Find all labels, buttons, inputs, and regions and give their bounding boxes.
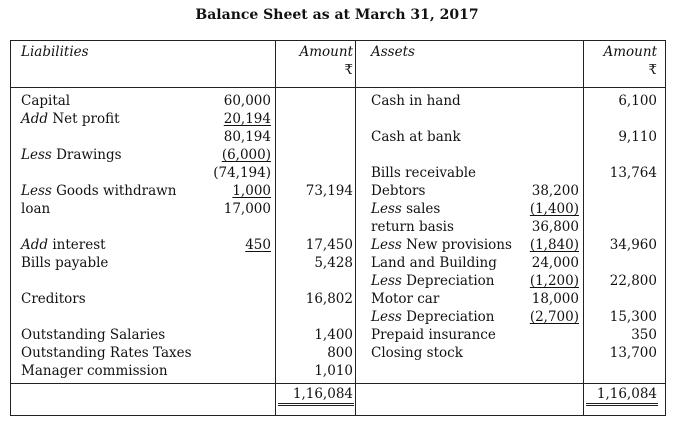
capital-value: 60,000 — [223, 93, 271, 109]
header-divider — [11, 87, 665, 88]
loan-label: loan — [21, 201, 51, 217]
land-net: 22,800 — [609, 273, 657, 289]
net-profit-value: 20,194 — [223, 111, 271, 127]
liabilities-total: 1,16,084 — [292, 386, 353, 402]
motor-depreciation-value: (2,700) — [529, 309, 579, 325]
assets-total: 1,16,084 — [596, 386, 657, 402]
manager-commission-value: 1,010 — [314, 363, 353, 379]
new-provisions-value: (1,840) — [529, 237, 579, 253]
debtors-label: Debtors — [371, 183, 426, 199]
closing-stock-value: 13,700 — [609, 345, 657, 361]
loan-total: 17,450 — [305, 237, 353, 253]
interest-value: 450 — [245, 237, 271, 253]
cash-at-bank-label: Cash at bank — [371, 129, 461, 145]
land-depreciation-row: Less Depreciation — [371, 273, 495, 289]
liabilities-amount-header: Amount — [299, 44, 353, 60]
land-depreciation-value: (1,200) — [529, 273, 579, 289]
capital-label: Capital — [21, 93, 71, 109]
assets-header: Assets — [371, 44, 415, 60]
assets-currency-symbol: ₹ — [648, 62, 657, 78]
bills-receivable-label: Bills receivable — [371, 165, 477, 181]
capital-subtotal: 80,194 — [223, 129, 271, 145]
assets-amount-header: Amount — [603, 44, 657, 60]
page-title: Balance Sheet as at March 31, 2017 — [195, 7, 479, 23]
assets-total-double-underline — [586, 403, 658, 406]
balance-sheet-table — [10, 40, 666, 416]
manager-commission-label: Manager commission — [21, 363, 168, 379]
land-building-label: Land and Building — [371, 255, 497, 271]
sales-return-row: Less sales — [371, 201, 441, 217]
goods-withdrawn-row: Less Goods withdrawn — [21, 183, 177, 199]
outstanding-rates-label: Outstanding Rates Taxes — [21, 345, 192, 361]
drawings-row: Less Drawings — [21, 147, 122, 163]
closing-stock-label: Closing stock — [371, 345, 463, 361]
motor-car-label: Motor car — [371, 291, 440, 307]
land-building-value: 24,000 — [531, 255, 579, 271]
prepaid-insurance-value: 350 — [631, 327, 657, 343]
motor-car-value: 18,000 — [531, 291, 579, 307]
prepaid-insurance-label: Prepaid insurance — [371, 327, 496, 343]
outstanding-salaries-value: 1,400 — [314, 327, 353, 343]
cash-in-hand-value: 6,100 — [618, 93, 657, 109]
debtors-value: 38,200 — [531, 183, 579, 199]
liabilities-header: Liabilities — [21, 44, 89, 60]
column-divider — [583, 41, 584, 415]
motor-depreciation-row: Less Depreciation — [371, 309, 495, 325]
creditors-value: 16,802 — [305, 291, 353, 307]
bills-payable-label: Bills payable — [21, 255, 109, 271]
bills-payable-value: 5,428 — [314, 255, 353, 271]
sales-return-basis-label: return basis — [371, 219, 454, 235]
net-profit-row: Add Net profit — [21, 111, 120, 127]
new-provisions-row: Less New provisions — [371, 237, 512, 253]
outstanding-salaries-label: Outstanding Salaries — [21, 327, 166, 343]
drawings-value: (6,000) — [221, 147, 271, 163]
outstanding-rates-value: 800 — [327, 345, 353, 361]
interest-row: Add interest — [21, 237, 106, 253]
debtors-net: 34,960 — [609, 237, 657, 253]
goods-withdrawn-value: 1,000 — [232, 183, 271, 199]
motor-net: 15,300 — [609, 309, 657, 325]
sales-return-value: (1,400) — [529, 201, 579, 217]
capital-after-drawings: (74,194) — [213, 165, 271, 181]
column-divider — [275, 41, 276, 415]
debtors-subtotal: 36,800 — [531, 219, 579, 235]
cash-at-bank-value: 9,110 — [618, 129, 657, 145]
cash-in-hand-label: Cash in hand — [371, 93, 461, 109]
bills-receivable-value: 13,764 — [609, 165, 657, 181]
column-divider — [355, 41, 356, 415]
total-row-divider — [11, 383, 665, 384]
loan-value: 17,000 — [223, 201, 271, 217]
capital-total: 73,194 — [305, 183, 353, 199]
liabilities-total-double-underline — [278, 403, 354, 406]
creditors-label: Creditors — [21, 291, 86, 307]
liabilities-currency-symbol: ₹ — [344, 62, 353, 78]
